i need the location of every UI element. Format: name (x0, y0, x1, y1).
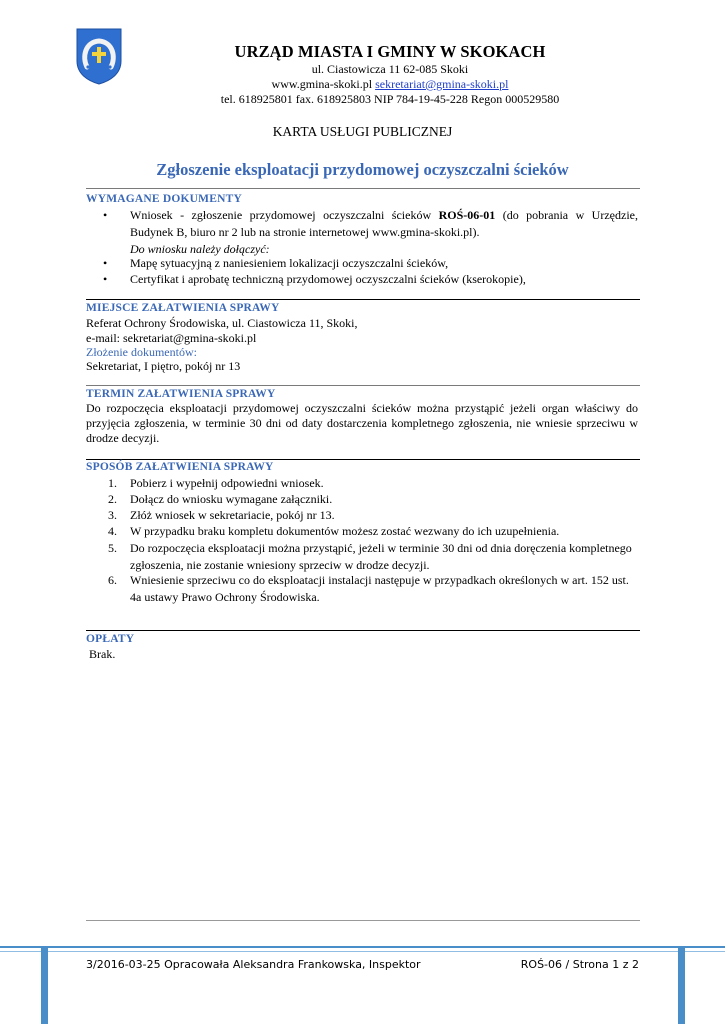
bullet: • (103, 208, 108, 222)
fees-heading: OPŁATY (86, 633, 135, 645)
place-address: Referat Ochrony Środowiska, ul. Ciastowicza 11, Skoki, (86, 316, 358, 330)
documents-attach-note: Do wniosku należy dołączyć: (130, 242, 270, 256)
step-number: 4. (108, 524, 117, 538)
office-website: www.gmina-skoki.pl (271, 77, 373, 91)
step-number: 6. (108, 573, 117, 587)
step-number: 1. (108, 476, 117, 490)
procedure-step: Złóż wniosek w sekretariacie, pokój nr 13. (130, 508, 335, 522)
section-divider (86, 385, 640, 386)
procedure-step: Pobierz i wypełnij odpowiedni wniosek. (130, 476, 324, 490)
office-email-link[interactable]: sekretariat@gmina-skoki.pl (375, 77, 509, 91)
section-divider (86, 299, 640, 300)
fees-text: Brak. (89, 647, 116, 661)
office-title: URZĄD MIASTA I GMINY W SKOKACH (234, 42, 546, 61)
place-email: e-mail: sekretariat@gmina-skoki.pl (86, 331, 257, 345)
footer-right-accent (678, 947, 685, 1024)
footer-accent-line (0, 951, 725, 952)
documents-item-application: Wniosek - zgłoszenie przydomowej oczyszczalni ścieków ROŚ-06-01 (do pobrania w Urzędzie, Budynek B, biuro nr 2 lub na stronie internetowej www.gmina-skoki.pl). (130, 208, 638, 239)
step-number: 3. (108, 508, 117, 522)
procedure-step: Dołącz do wniosku wymagane załączniki. (130, 492, 333, 506)
documents-heading: WYMAGANE DOKUMENTY (86, 193, 242, 205)
deadline-heading: TERMIN ZAŁATWIENIA SPRAWY (86, 388, 276, 400)
procedure-step: Do rozpoczęcia eksploatacji można przystąpić, jeżeli w terminie 30 dni od dnia doręczenia kompletnego zgłoszenia, nie zostanie wniesiony sprzeciw w drodze decyzji. (130, 541, 632, 572)
documents-item-map: Mapę sytuacyjną z naniesieniem lokalizacji oczyszczalni ścieków, (130, 256, 449, 270)
footer-left-accent (41, 947, 48, 1024)
bullet: • (103, 272, 108, 286)
step-number: 2. (108, 492, 117, 506)
office-contacts: tel. 618925801 fax. 618925803 NIP 784-19-45-228 Regon 000529580 (220, 92, 560, 106)
horseshoe-cross-crest-icon (74, 27, 124, 85)
place-submission-label: Złożenie dokumentów: (86, 345, 197, 359)
bullet: • (103, 256, 108, 270)
step-number: 5. (108, 541, 117, 555)
procedure-step: W przypadku braku kompletu dokumentów możesz zostać wezwany do ich uzupełnienia. (130, 524, 560, 538)
office-address: ul. Ciastowicza 11 62-085 Skoki (311, 62, 469, 76)
deadline-text: Do rozpoczęcia eksploatacji przydomowej oczyszczalni ścieków można przystąpić jeżeli organ właściwy do przyjęcia zgłoszenia, w terminie 30 dni od daty dostarczenia kompletnego zgłoszenia, nie wniesie sprzeciwu w drodze decyzji. (86, 401, 638, 445)
procedure-heading: SPOSÓB ZAŁATWIENIA SPRAWY (86, 461, 274, 473)
section-divider (86, 459, 640, 460)
footer-author: 3/2016-03-25 Opracowała Aleksandra Frankowska, Inspektor (86, 958, 421, 971)
place-heading: MIEJSCE ZAŁATWIENIA SPRAWY (86, 302, 280, 314)
footer-divider (86, 920, 640, 921)
section-divider (86, 630, 640, 631)
place-submission-room: Sekretariat, I piętro, pokój nr 13 (86, 359, 241, 373)
card-label: KARTA USŁUGI PUBLICZNEJ (272, 124, 453, 139)
procedure-step: Wniesienie sprzeciwu co do eksploatacji instalacji następuje w przypadkach określonych w art. 152 ust. 4a ustawy Prawo Ochrony Środowiska. (130, 573, 629, 604)
footer-page-number: ROŚ-06 / Strona 1 z 2 (520, 958, 639, 971)
section-divider (86, 188, 640, 189)
document-title: Zgłoszenie eksploatacji przydomowej oczyszczalni ścieków (156, 160, 569, 179)
documents-item-certificate: Certyfikat i aprobatę techniczną przydomowej oczyszczalni ścieków (kserokopie), (130, 272, 526, 286)
form-code: ROŚ-06-01 (438, 208, 496, 222)
office-web-email (150, 77, 630, 92)
footer-accent-bar (0, 946, 725, 948)
